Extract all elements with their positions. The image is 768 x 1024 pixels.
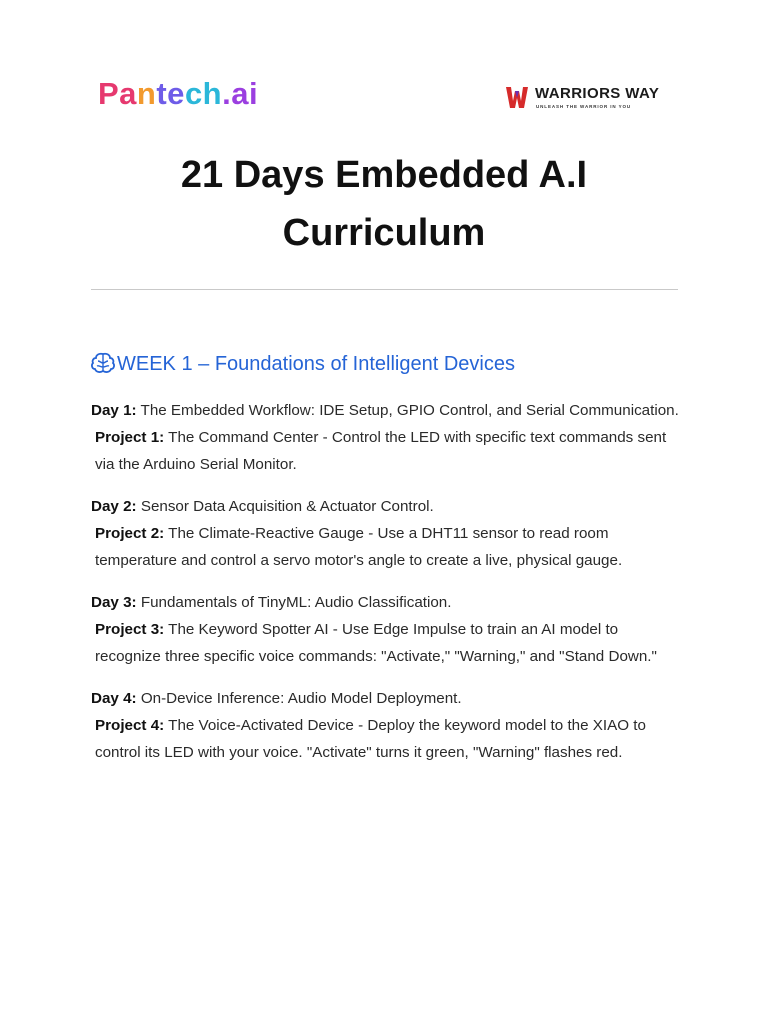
page-header (98, 76, 673, 116)
day-text: Sensor Data Acquisition & Actuator Control. (136, 498, 434, 515)
warriors-way-mark-icon (505, 85, 529, 109)
project-label: Project 2: (95, 525, 165, 542)
pantech-logo: Pantech.ai (98, 76, 259, 111)
day-text: The Embedded Workflow: IDE Setup, GPIO Control, and Serial Communication. (136, 402, 679, 419)
warriors-way-tagline: UNLEASH THE WARRIOR IN YOU (536, 104, 632, 109)
day-text: On-Device Inference: Audio Model Deployment. (136, 690, 462, 707)
project-label: Project 4: (95, 717, 165, 734)
project-text: The Command Center - Control the LED with specific text commands sent via the Arduino Serial Monitor. (95, 429, 667, 473)
day-block-4 (91, 685, 681, 766)
week-heading (91, 352, 515, 376)
project-label: Project 1: (95, 429, 165, 446)
project-label: Project 3: (95, 621, 165, 638)
week-heading-text: WEEK 1 – Foundations of Intelligent Devices (117, 353, 515, 375)
brain-icon (91, 352, 115, 374)
curriculum-content (91, 397, 681, 781)
day-label: Day 4: (91, 690, 137, 707)
warriors-way-logo (505, 84, 673, 114)
project-text: The Climate-Reactive Gauge - Use a DHT11 sensor to read room temperature and control a servo motor's angle to create a live, physical gauge. (95, 525, 623, 569)
day-label: Day 2: (91, 498, 137, 515)
day-label: Day 1: (91, 402, 137, 419)
page-title (60, 146, 708, 262)
day-text: Fundamentals of TinyML: Audio Classification. (136, 594, 452, 611)
day-label: Day 3: (91, 594, 137, 611)
title-line-2: Curriculum (282, 212, 486, 254)
project-text: The Keyword Spotter AI - Use Edge Impulse to train an AI model to recognize three specific voice commands: "Activate," "Warning," and "Stand Down." (95, 621, 657, 665)
title-line-1: 21 Days Embedded A.I (180, 154, 588, 196)
warriors-way-title: WARRIORS WAY (535, 85, 660, 102)
day-block-1 (91, 397, 681, 478)
day-block-3 (91, 589, 681, 670)
day-block-2 (91, 493, 681, 574)
project-text: The Voice-Activated Device - Deploy the keyword model to the XIAO to control its LED with your voice. "Activate" turns it green, "Warning" flashes red. (95, 717, 646, 761)
divider (91, 289, 678, 290)
